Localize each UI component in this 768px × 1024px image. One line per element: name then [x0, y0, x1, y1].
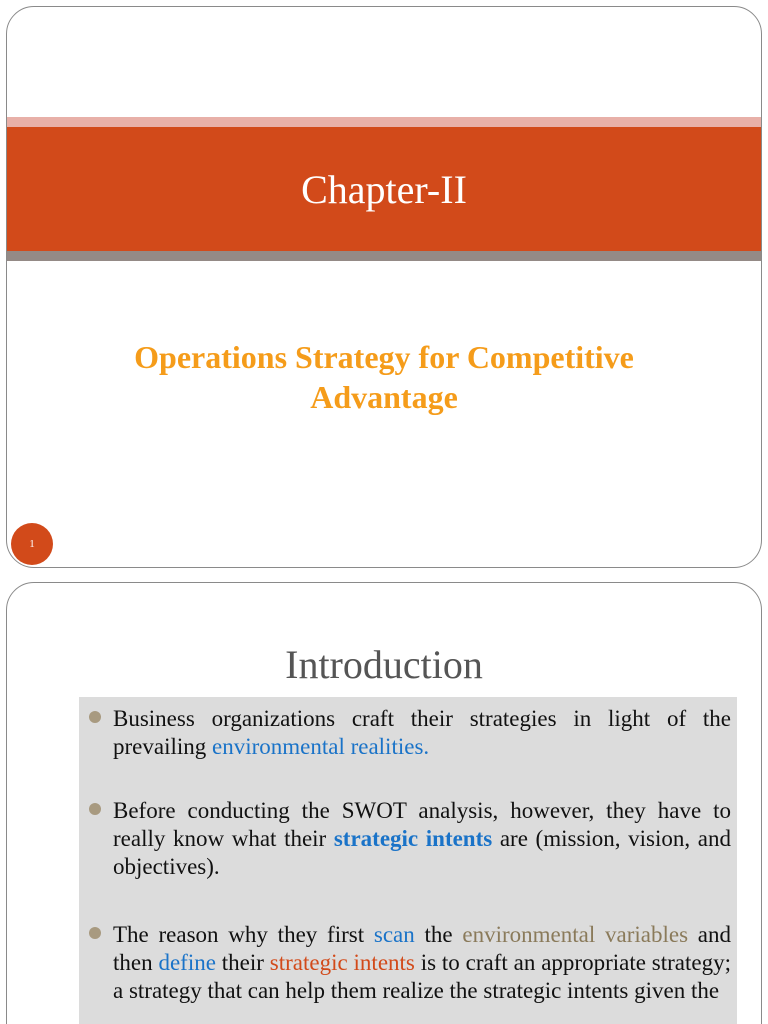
title-band-top-stripe [7, 117, 761, 127]
chapter-subtitle: Operations Strategy for Competitive Advantage [134, 339, 634, 415]
highlight-text: environmental realities. [212, 734, 430, 759]
bullet-item [89, 797, 731, 881]
bullet-text: Before conducting the SWOT analysis, however, they have to really know what their strategic intents are (mission, vision, and objectives). [113, 798, 731, 879]
slide-number-badge: 1 [11, 523, 53, 565]
title-band-bottom-stripe [7, 251, 761, 261]
bullet-dot-icon [89, 803, 101, 815]
slide-2 [6, 582, 762, 1024]
bullet-item [89, 921, 731, 1005]
slide-1 [6, 6, 762, 568]
bullet-dot-icon [89, 711, 101, 723]
chapter-title: Chapter-II [301, 167, 467, 212]
bullet-text: The reason why they first scan the environmental variables and then define their strategic intents is to craft an appropriate strategy; a strategy that can help them realize the strategic intents given the [113, 922, 731, 1003]
slide-title: Introduction [285, 642, 483, 687]
highlight-text: strategic intents [333, 826, 493, 851]
bullet-dot-icon [89, 927, 101, 939]
highlight-text: scan [373, 922, 415, 947]
bullet-item [89, 705, 731, 761]
highlight-text: strategic intents [269, 950, 415, 975]
highlight-text: environmental variables [462, 922, 689, 947]
highlight-text: define [158, 950, 216, 975]
bullet-text: Business organizations craft their strategies in light of the prevailing environmental realities. [113, 706, 731, 759]
